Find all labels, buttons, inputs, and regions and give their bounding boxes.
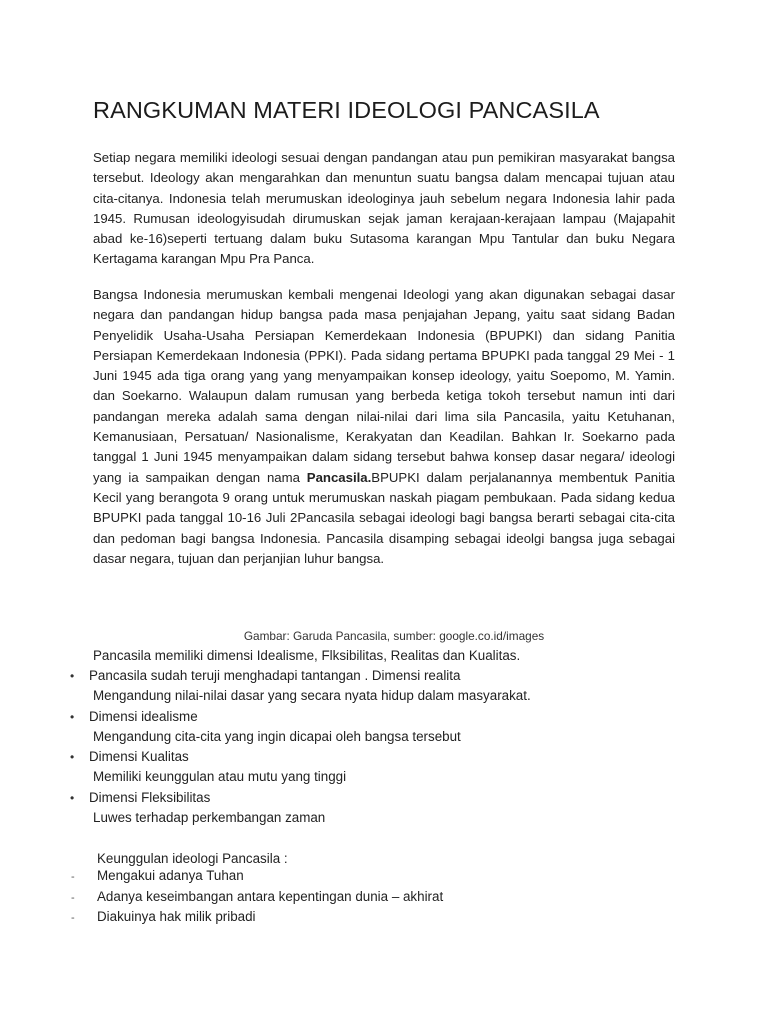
dash-marker: -: [71, 892, 75, 904]
paragraph-text-before: Bangsa Indonesia merumuskan kembali mengenai Ideologi yang akan digunakan sebagai dasar negara dan pandangan hidup bangsa pada masa penjajahan Jepang, yaitu saat sidang Badan Penyelidik Usaha-Usaha Persiapan Kemerdekaan Indonesia (BPUPKI) dan sidang Panitia Persiapan Kemerdekaan Indonesia (PPKI). Pada sidang pertama BPUPKI pada tanggal 29 Mei - 1 Juni 1945 ada tiga orang yang yang menyampaikan konsep ideology, yaitu Soepomo, M. Yamin. dan Soekarno. Walaupun dalam rumusan yang berbeda ketiga tokoh tersebut namun inti dari pandangan mereka adalah sama dengan nilai-nilai dari lima sila Pancasila, yaitu Ketuhanan, Kemanusiaan, Persatuan/ Nasionalisme, Kerakyatan dan Keadilan. Bahkan Ir. Soekarno pada tanggal 1 Juni 1945 menyampaikan dalam sidang tersebut bahwa konsep dasar negara/ ideologi yang ia sampaikan dengan nama: [93, 287, 675, 485]
dimensi-item-desc: Memiliki keunggulan atau mutu yang tinggi: [93, 769, 347, 784]
keunggulan-item: Diakuinya hak milik pribadi: [97, 909, 256, 924]
paragraph-ideologi-intro: Setiap negara memiliki ideologi sesuai dengan pandangan atau pun pemikiran masyarakat bangsa tersebut. Ideology akan mengarahkan dan menuntun suatu bangsa dalam mencapai tujuan atau cita-citanya. Indonesia telah merumuskan ideologinya jauh sebelum negara Indonesia lahir pada 1945. Rumusan ideologyisudah dirumuskan sejak jaman kerajaan-kerajaan lampau (Majapahit abad ke-16)seperti tertuang dalam buku Sutasoma karangan Mpu Tantular dan buku Negara Kertagama karangan Mpu Pra Panca.: [93, 150, 675, 267]
keunggulan-item: Adanya keseimbangan antara kepentingan dunia – akhirat: [97, 889, 444, 904]
dimensi-item-desc: Mengandung cita-cita yang ingin dicapai oleh bangsa tersebut: [93, 729, 461, 744]
bullet-marker: •: [70, 750, 75, 764]
paragraph-text-after: BPUPKI dalam perjalanannya membentuk Panitia Kecil yang berangota 9 orang untuk merumuskan naskah piagam pembukaan. Pada sidang kedua BPUPKI pada tanggal 10-16 Juli 2Pancasila sebagai ideologi bagi bangsa berarti sebagai cita-cita dan pedoman bagi bangsa Indonesia. Pancasila disamping sebagai ideolgi bangsa juga sebagai dasar negara, tujuan dan perjanjian luhur bangsa.: [93, 469, 675, 566]
bullet-marker: •: [70, 669, 75, 683]
document-title: RANGKUMAN MATERI IDEOLOGI PANCASILA: [93, 97, 600, 123]
dimensi-item-desc: Mengandung nilai-nilai dasar yang secara nyata hidup dalam masyarakat.: [93, 688, 531, 703]
dash-marker: -: [71, 871, 75, 883]
image-caption: Gambar: Garuda Pancasila, sumber: google.co.id/images: [243, 629, 545, 643]
dash-marker: -: [71, 912, 75, 924]
dimensi-item-label: Dimensi Fleksibilitas: [89, 790, 211, 805]
bullet-marker: •: [70, 710, 75, 724]
dimensi-intro: Pancasila memiliki dimensi Idealisme, Flksibilitas, Realitas dan Kualitas.: [93, 648, 521, 663]
bullet-marker: •: [70, 791, 75, 805]
dimensi-item-label: Dimensi Kualitas: [89, 749, 189, 764]
pancasila-bold-term: Pancasila.: [306, 469, 372, 485]
dimensi-item-desc: Luwes terhadap perkembangan zaman: [93, 810, 326, 825]
keunggulan-title: Keunggulan ideologi Pancasila :: [97, 851, 288, 866]
keunggulan-item: Mengakui adanya Tuhan: [97, 868, 244, 883]
dimensi-item-label: Dimensi idealisme: [89, 709, 198, 724]
dimensi-item-label: Pancasila sudah teruji menghadapi tantangan . Dimensi realita: [89, 668, 461, 683]
paragraph-sejarah-pancasila: [93, 285, 675, 569]
